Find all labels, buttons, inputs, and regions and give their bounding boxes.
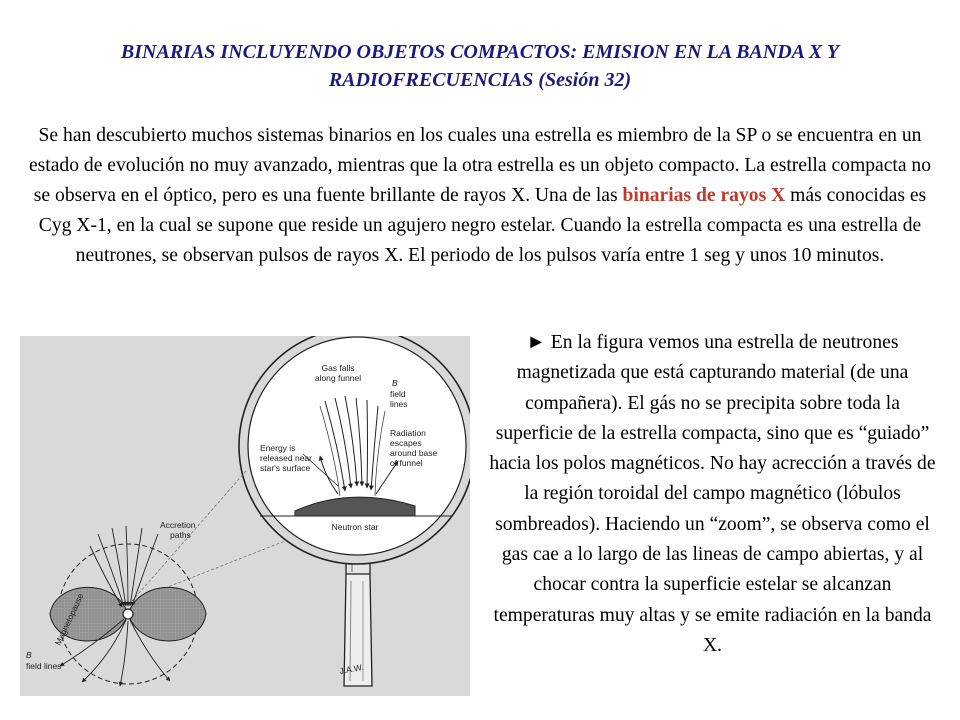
label-gas-falls: Gas falls bbox=[321, 363, 355, 373]
neutron-star-figure bbox=[20, 336, 470, 696]
intro-highlight: binarias de rayos X bbox=[622, 185, 786, 206]
title-line-2: RADIOFRECUENCIAS (Sesión 32) bbox=[328, 69, 632, 91]
label-field-lines: field lines bbox=[26, 661, 62, 671]
label-magnetopause: Magnetopause bbox=[52, 591, 86, 647]
label-signature: J.A.W. bbox=[338, 661, 365, 676]
figure-description: ► En la figura vemos una estrella de neutrones magnetizada que está capturando material (de una compañera). El gás no se precipita sobre toda la superficie de la estrella compacta, sino que es “guiado” hacia los polos magnéticos. No hay acrección a través de la región toroidal del campo magnético (lóbulos sombreados). Haciendo un “zoom”, se observa como el gas cae a lo largo de las lineas de campo abiertas, y al chocar contra la superficie estelar se alcanzan temperaturas muy altas y se emite radiación en la banda X. bbox=[489, 332, 936, 656]
intro-paragraph bbox=[22, 121, 938, 271]
label-energy-3: star's surface bbox=[260, 463, 311, 473]
label-lines: lines bbox=[390, 399, 408, 409]
intro-text-end: más conocidas es Cyg X-1, en la cual se supone que reside un agujero negro estelar. Cuando la estrella compacta es una estrella de neutrones, se observan pulsos de rayos X. El periodo de los pulsos varía entre 1 seg y unos 10 minutos. bbox=[38, 185, 927, 266]
label-radiation-2: escapes bbox=[390, 438, 422, 448]
intro-text-start: Se han descubierto muchos sistemas binarios en los cuales una estrella es miembro de la SP o se encuentra en un estado de evolución no muy avanzado, mientras que la otra estrella es un objeto compacto. La estrella compacta no se observa en el óptico, pero es una fuente brillante de rayos X. Una de las bbox=[28, 125, 932, 206]
label-b-left: B bbox=[26, 650, 32, 660]
title-line-1: BINARIAS INCLUYENDO OBJETOS COMPACTOS: EMISION EN LA BANDA X Y bbox=[120, 41, 840, 63]
label-accretion: Accretion bbox=[160, 520, 196, 530]
label-energy-2: released near bbox=[260, 453, 312, 463]
label-neutron-star: Neutron star bbox=[331, 522, 379, 532]
label-radiation-4: of funnel bbox=[390, 458, 423, 468]
slide-title bbox=[20, 38, 940, 94]
label-paths: paths bbox=[170, 530, 191, 540]
label-b-lens: B bbox=[392, 378, 398, 388]
label-radiation-3: around base bbox=[390, 448, 438, 458]
label-radiation-1: Radiation bbox=[390, 428, 426, 438]
label-field: field bbox=[390, 389, 406, 399]
label-energy-1: Energy is bbox=[260, 443, 296, 453]
label-along-funnel: along funnel bbox=[314, 373, 362, 383]
